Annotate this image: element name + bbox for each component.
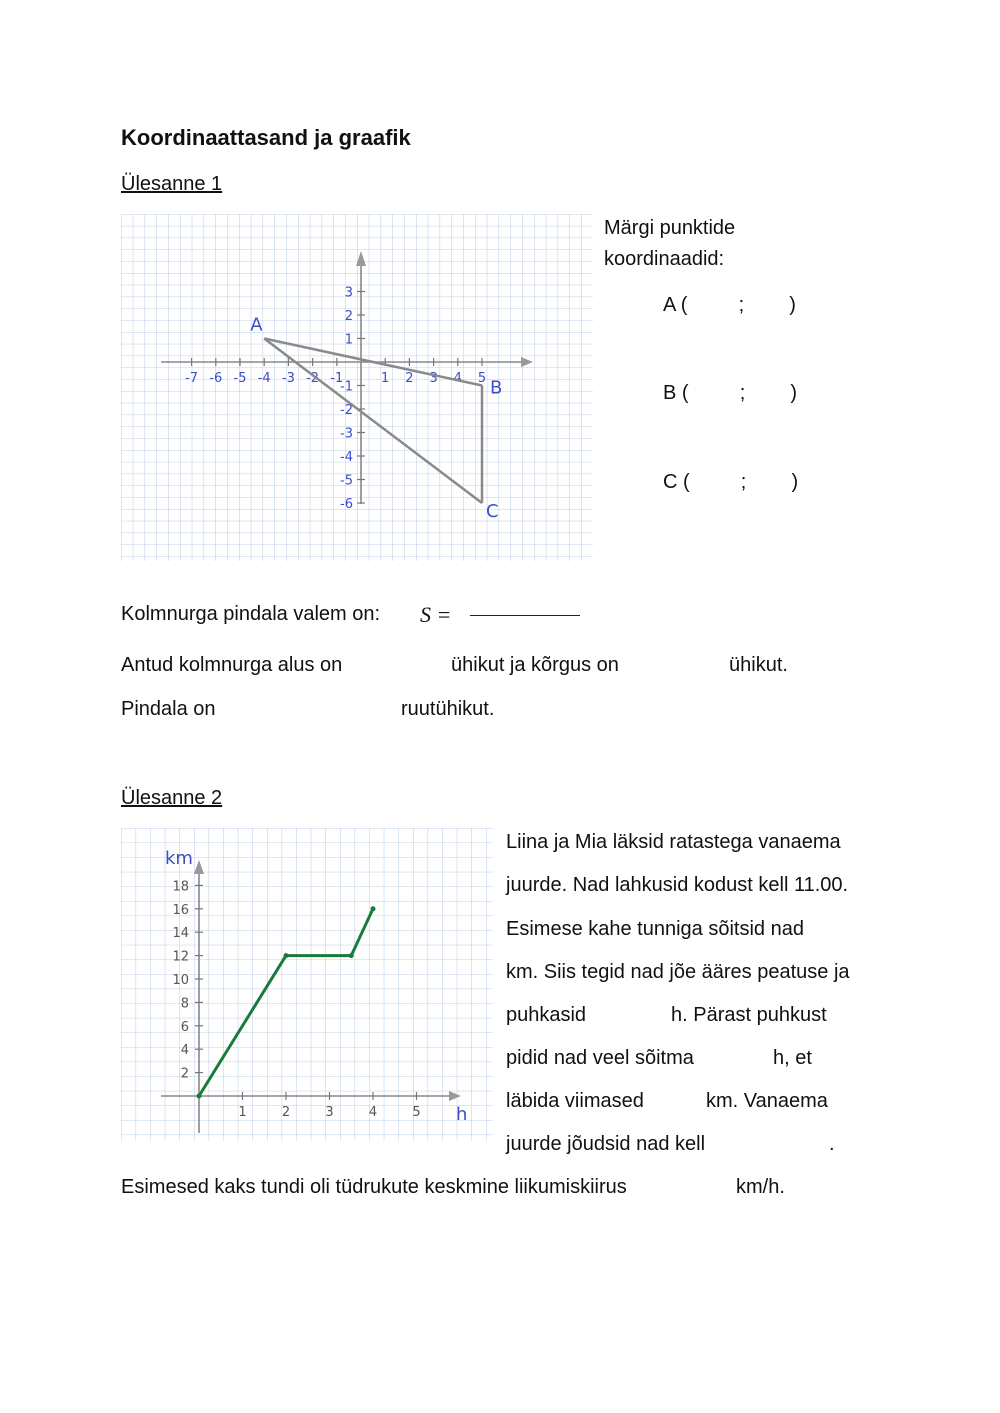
- y-tick-label: -2: [340, 403, 353, 418]
- coord-row-b: [663, 382, 797, 405]
- x-tick-label: -4: [257, 371, 271, 386]
- x-axis-label: h: [456, 1104, 468, 1125]
- x-tick-label: 3: [325, 1105, 334, 1120]
- point-label-a: A: [250, 314, 263, 336]
- base-sentence-start: Antud kolmnurga alus on: [121, 654, 343, 676]
- formula-fraction-line[interactable]: [470, 615, 580, 616]
- area-sentence-start: Pindala on: [121, 698, 216, 720]
- base-sentence-mid: ühikut ja kõrgus on: [451, 654, 619, 676]
- y-tick-label: -4: [340, 450, 353, 465]
- x-tick-label: 5: [477, 371, 487, 386]
- story-line-3: Esimese kahe tunniga sõitsid nad: [506, 918, 804, 940]
- instruction-line-1: Märgi punktide: [604, 217, 736, 239]
- y-axis-label: km: [165, 848, 193, 869]
- base-blank[interactable]: [370, 654, 445, 680]
- coord-label: A (: [663, 294, 688, 316]
- task2-distance-time-graph: [121, 828, 493, 1141]
- base-sentence-end: ühikut.: [729, 654, 788, 676]
- y-tick-label: 16: [172, 902, 189, 918]
- y-tick-label: 8: [180, 996, 189, 1012]
- coord-close: ): [790, 382, 798, 404]
- x-tick-label: -7: [185, 371, 199, 386]
- y-tick-label: 4: [180, 1043, 189, 1059]
- coord-label: C (: [663, 471, 690, 493]
- y-tick-label: -5: [340, 473, 353, 489]
- height-blank[interactable]: [640, 654, 722, 680]
- x-tick-label: 3: [429, 371, 438, 386]
- speed-sentence-end: km/h.: [736, 1176, 785, 1198]
- story-line-7-start: läbida viimased: [506, 1090, 644, 1112]
- y-tick-label: 14: [172, 926, 189, 942]
- story-line-5-end: h. Pärast puhkust: [671, 1004, 827, 1026]
- y-tick-label: 6: [180, 1019, 189, 1035]
- y-tick-label: 18: [172, 879, 189, 895]
- x-tick-label: 1: [381, 371, 390, 386]
- instruction-line-2: koordinaadid:: [604, 248, 725, 270]
- x-tick-label: 4: [368, 1105, 378, 1120]
- y-tick-label: 12: [172, 949, 189, 965]
- story-line-1: Liina ja Mia läksid ratastega vanaema: [506, 831, 841, 853]
- task1-heading: Ülesanne 1: [121, 173, 223, 195]
- area-blank[interactable]: [230, 698, 395, 724]
- story-line-8-start: juurde jõudsid nad kell: [506, 1133, 706, 1155]
- formula-label: Kolmnurga pindala valem on:: [121, 603, 381, 625]
- task2-heading: Ülesanne 2: [121, 787, 223, 809]
- coord-sep: ;: [738, 294, 745, 316]
- y-tick-label: 2: [344, 309, 353, 324]
- story-line-8-end: .: [829, 1133, 835, 1155]
- coord-label: B (: [663, 382, 689, 404]
- story-line-5-start: puhkasid: [506, 1004, 587, 1026]
- story-line-7-end: km. Vanaema: [706, 1090, 828, 1112]
- line-point: [371, 906, 376, 911]
- x-tick-label: 5: [412, 1105, 421, 1120]
- coord-sep: ;: [739, 382, 746, 404]
- coord-sep: ;: [740, 471, 747, 493]
- x-tick-label: -1: [330, 371, 344, 386]
- last-km-blank[interactable]: [660, 1090, 700, 1116]
- y-tick-label: -6: [340, 497, 353, 512]
- x-tick-label: 1: [238, 1105, 247, 1120]
- rest-hours-blank[interactable]: [600, 1004, 662, 1030]
- y-tick-label: 2: [180, 1066, 189, 1082]
- grid: [121, 214, 593, 561]
- page-title: Koordinaattasand ja graafik: [121, 125, 411, 150]
- point-label-c: C: [486, 501, 499, 522]
- line-point: [349, 953, 354, 958]
- area-sentence-end: ruutühikut.: [401, 698, 495, 720]
- y-tick-label: 3: [344, 285, 353, 301]
- y-tick-label: 10: [172, 973, 189, 988]
- speed-sentence-start: Esimesed kaks tundi oli tüdrukute keskmine liikumiskiirus: [121, 1176, 627, 1198]
- x-tick-label: 2: [405, 371, 414, 386]
- y-tick-label: 1: [344, 332, 353, 348]
- point-label-b: B: [490, 377, 503, 399]
- speed-blank[interactable]: [675, 1176, 729, 1202]
- x-tick-label: -5: [233, 371, 247, 386]
- coord-row-c: [663, 471, 798, 494]
- distance-first-blank[interactable]: [830, 918, 890, 944]
- story-line-4: km. Siis tegid nad jõe ääres peatuse ja: [506, 961, 850, 983]
- x-tick-label: 2: [281, 1105, 291, 1120]
- formula-variable: S =: [420, 602, 452, 627]
- ride-hours-blank[interactable]: [715, 1047, 767, 1073]
- x-tick-label: -3: [281, 371, 295, 386]
- y-tick-label: -1: [340, 379, 353, 395]
- coord-row-a: [663, 294, 796, 317]
- story-line-6-start: pidid nad veel sõitma: [506, 1047, 694, 1069]
- story-line-6-end: h, et: [773, 1047, 812, 1069]
- x-tick-label: -6: [209, 371, 223, 386]
- x-tick-label: 4: [453, 371, 462, 386]
- line-point: [197, 1094, 202, 1099]
- coord-close: ): [789, 294, 796, 316]
- y-tick-label: -3: [340, 426, 353, 442]
- coord-close: ): [791, 471, 799, 493]
- arrival-time-blank[interactable]: [730, 1133, 820, 1159]
- line-point: [284, 953, 289, 958]
- story-line-2: juurde. Nad lahkusid kodust kell 11.00.: [506, 874, 849, 896]
- x-tick-label: -2: [306, 371, 320, 386]
- task1-coordinate-graph: [121, 214, 593, 561]
